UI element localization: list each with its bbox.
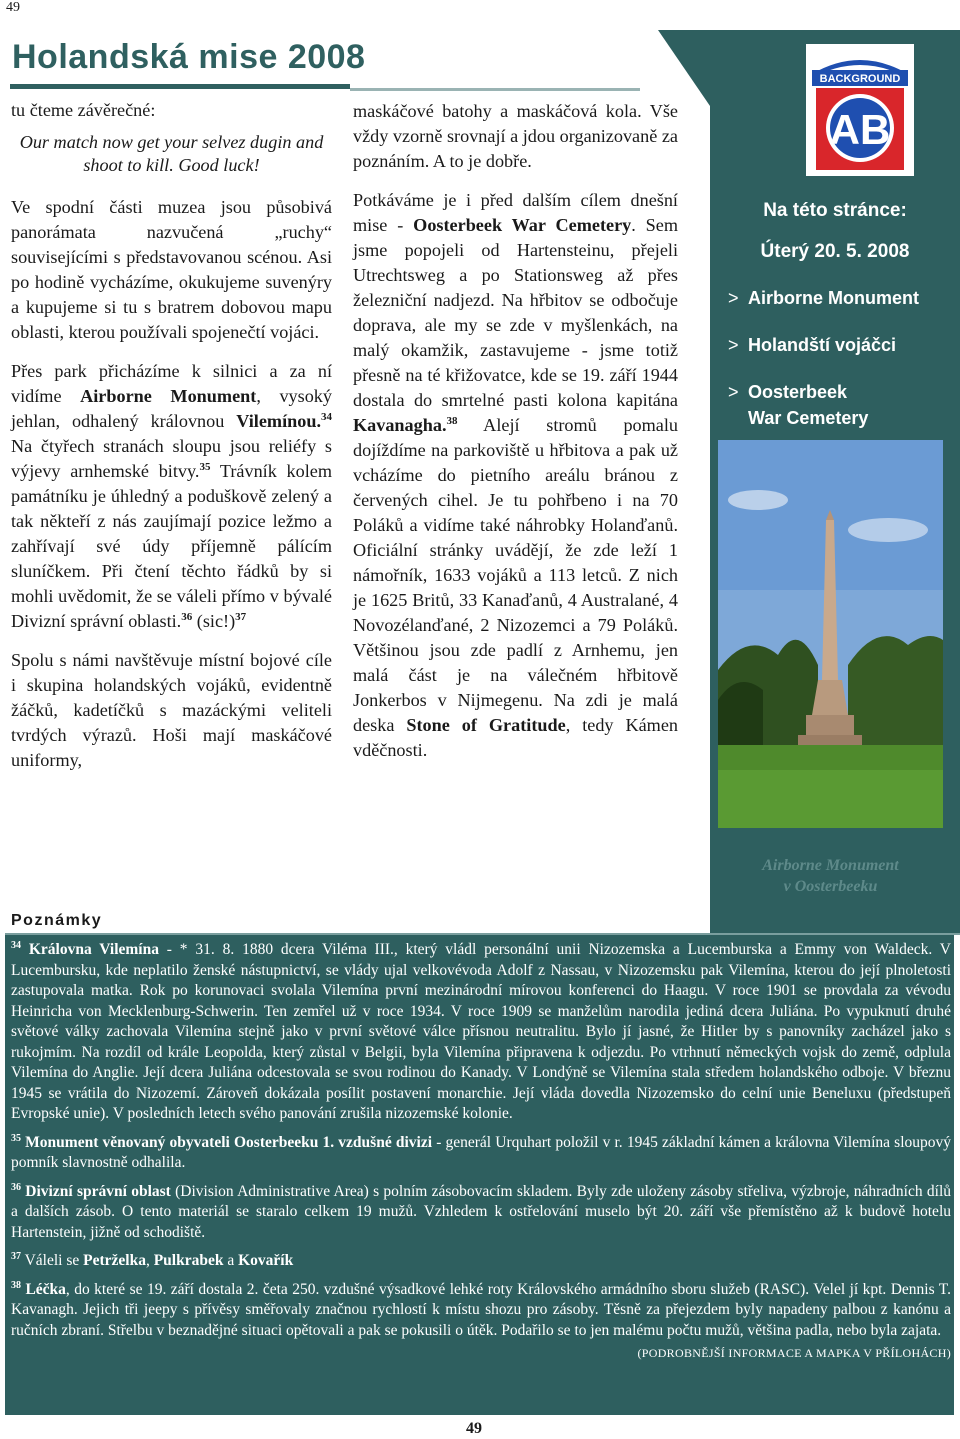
sidebar-item-airborne-monument[interactable]: > Airborne Monument — [728, 285, 953, 311]
svg-text:BACKGROUND: BACKGROUND — [819, 73, 901, 85]
paragraph: Ve spodní části muzea jsou působivá panorámata nazvučená „ruchy“ souvisejícími s představovanou scénou. Asi po hodině vycházíme, okukujeme suvenýry a kupujeme si tu s bratrem dobovou mapu oblasti, kterou používali spojenečtí vojáci. — [11, 197, 332, 342]
arrow-icon: > — [728, 382, 739, 402]
sidebar-date: Úterý 20. 5. 2008 — [760, 241, 910, 262]
article-column-left — [11, 98, 332, 787]
paragraph: maskáčové batohy a maskáčová kola. Vše vždy vzorně srovnají a jdou organizovaně za poznáním. A to je dobře. — [353, 101, 678, 171]
footnote-ref[interactable]: 35 — [199, 460, 211, 473]
airborne-logo-icon — [806, 44, 914, 176]
quote-text: Our match now get your selvez dugin and shoot to kill. Good luck! — [19, 132, 324, 175]
footnotes — [11, 940, 951, 1364]
page-number-top: 49 — [6, 0, 20, 15]
footnote: $^{34}$ Královna Vilemína - * 31. 8. 1880 dcera Viléma III., který vládl personální unii Nizozemska a Lucemburska a Emmy von Waldeck. V Lucembursku, kde neplatilo ženské nástupnictví, se vlády ujal velkovévoda Adolf z Nassau, v Nizozemsku pak Vilemína, kterou do její plnoletosti zastupovala matka. Rok po korunovaci svolala Vilemína první mezinárodní mírovou konferenci do Haagu. V roce 1901 se provdala za vévodu Heinricha von Mecklenburg-Schwerin. Ten zemřel už v roce 1934. V roce 1909 se manželům narodila jediná dcera Juliána. Po vypuknutí druhé světové války zachovala Vilemína stejně jako v první světové válce přísnou neutralitu. Bylo jí jasné, že Hitler by s panovníky zacházel jako s rukojmím. Na rozdíl od krále Leopolda, který zůstal v Belgii, byla Vilemína připravena k odjezdu. Po vtrhnutí německých vojsk do země, odplula Vilemína do Anglie. Její dcera Juliána odcestovala se svou rodinou do Kanady. V Londýně se Vilemína stala středem holandského odboje. V březnu 1945 se vrátila do Nizozemí. Zároveň dokázala posílit postavení monarchie. Její vláda dovedla Nizozemsko do celní unie Beneluxu (předstupeň Evropské unie). V posledních letech svého panování zrušila nizozemské kolonie. — [11, 939, 951, 1122]
footnote: $^{36}$ Divizní správní oblast (Division Administrative Area) s polním zásobovacím skladem. Byly zde uloženy zásoby střeliva, výzbroje, náhradních dílů a dalších zásob. O tento materiál se staralo celkem 19 mužů. Vzhledem k ostřelování muselo být 20. září vše přemístěno až k budově hotelu Hartenstein, jižně od schodiště. — [11, 1181, 951, 1241]
monument-photo — [718, 440, 943, 828]
title-rule — [10, 84, 350, 89]
sidebar-corner — [658, 30, 710, 106]
paragraph: Spolu s námi navštěvuje místní bojové cíle i skupina holandských vojáků, evidentně žáčků, kadetíčků s mazáckými veliteli tvrdých výrazů. Hoši mají maskáčové uniformy, — [11, 650, 332, 770]
intro-text: tu čteme závěrečné: — [11, 100, 156, 120]
footnote-ref[interactable]: 36 — [181, 610, 193, 623]
photo-caption: Airborne Monument v Oosterbeeku — [762, 857, 899, 895]
notes-heading: Poznámky — [11, 912, 103, 929]
svg-text:AB: AB — [829, 106, 891, 153]
page-title: Holandská mise 2008 — [12, 38, 366, 76]
sidebar-heading: Na této stránce: — [763, 200, 907, 221]
paragraph: Přes park přicházíme k silnici a za ní vidíme Airborne Monument, vysoký jehlan, odhalený královnou Vilemínou.$^{34}$ Na čtyřech stranách sloupu jsou reliéfy s výjevy arnhemské bitvy.$^{35}$ Trávník kolem památníku je úhledný a poduškově zelený a tak někteří z nás zaujímají pozice ležmo a zahřívají své údy příjemně pálícím sluníčkem. Při čtení těchto řádků by si mohli uvědomit, že se váleli přímo v bývalé Divizní správní oblasti.$^{36}$ $(sic!)^{37}$ — [11, 361, 332, 631]
footnote: $^{37}$ Váleli se Petrželka, Pulkrabek a Kovařík — [11, 1250, 294, 1269]
footnote: $^{35}$ Monument věnovaný obyvateli Oosterbeeku 1. vzdušné divizi - generál Urquhart položil v r. 1945 základní kámen a královna Vilemína sloupový pomník slavnostně odhalila. — [11, 1132, 952, 1171]
footnote-ref[interactable]: 37 — [235, 610, 247, 623]
footnote: $^{38}$ Léčka, do které se 19. září dostala 2. četa 250. vzdušné výsadkové lehké roty Královského armádního sboru služeb (RASC). Velel jí kpt. Dennis T. Kavanagh. Jejich tři jeepy s přívěsy směřovaly značnou rychlostí k místu shozu pro zásoby. Těsně za přejezdem byly napadeny palbou z kanónu a ručních zbraní. Střelbu v beznadějné situaci opětovali a pak se pokusili o útěk. Podařilo se to jen malému počtu mužů, většina padla, nebo byla zajata. — [11, 1279, 951, 1339]
sidebar-item-war-cemetery[interactable]: > Oosterbeek War Cemetery — [728, 379, 953, 431]
arrow-icon: > — [728, 335, 739, 355]
article-column-middle — [353, 99, 678, 777]
arrow-icon: > — [728, 288, 739, 308]
title-rule-light — [350, 88, 640, 91]
footnote-ref[interactable]: 38 — [446, 414, 458, 427]
more-info-link[interactable]: (PODROBNĚJŠÍ INFORMACE A MAPKA V PŘÍLOHÁCH) — [637, 1346, 951, 1360]
sidebar-item-holandsti-vojacci[interactable]: > Holandští vojáčci — [728, 332, 953, 358]
paragraph: Potkáváme je i před dalším cílem dnešní mise - Oosterbeek War Cemetery. Sem jsme popojeli od Hartensteinu, přejeli Utrechtsweg a po Stationsweg až přes železniční nadjezd. Na hřbitov se odbočuje doprava, ale my se zde v myšlenkách, na malý okamžik, zastavujeme - jsme totiž přesně na té křižovatce, kde se 19. září 1944 dostala do smrtelné pasti kolona kapitána Kavanagha.$^{38}$ Alejí stromů pomalu dojíždíme na parkoviště u hřbitova a pak už vcházíme do pietního areálu bránou z červených cihel. Je tu pohřbeno i na 70 Poláků a vidíme také náhrobky Holanďanů. Oficiální stránky uvádějí, že zde leží 1 námořník, 1633 vojáků a 113 letců. Z nich je 1625 Britů, 33 Kanaďanů, 4 Australané, 4 Novozélanďané, 2 Nizozemci a 79 Poláků. Většinou jsou zde padlí z Arnhemu, jen malá část je na válečném hřbitově Jonkerbos v Nijmegenu. Na zdi je malá deska Stone of Gratitude, tedy Kámen vděčnosti. — [353, 190, 678, 760]
page-number-bottom: 49 — [466, 1420, 482, 1437]
footnote-ref[interactable]: 34 — [321, 410, 332, 423]
